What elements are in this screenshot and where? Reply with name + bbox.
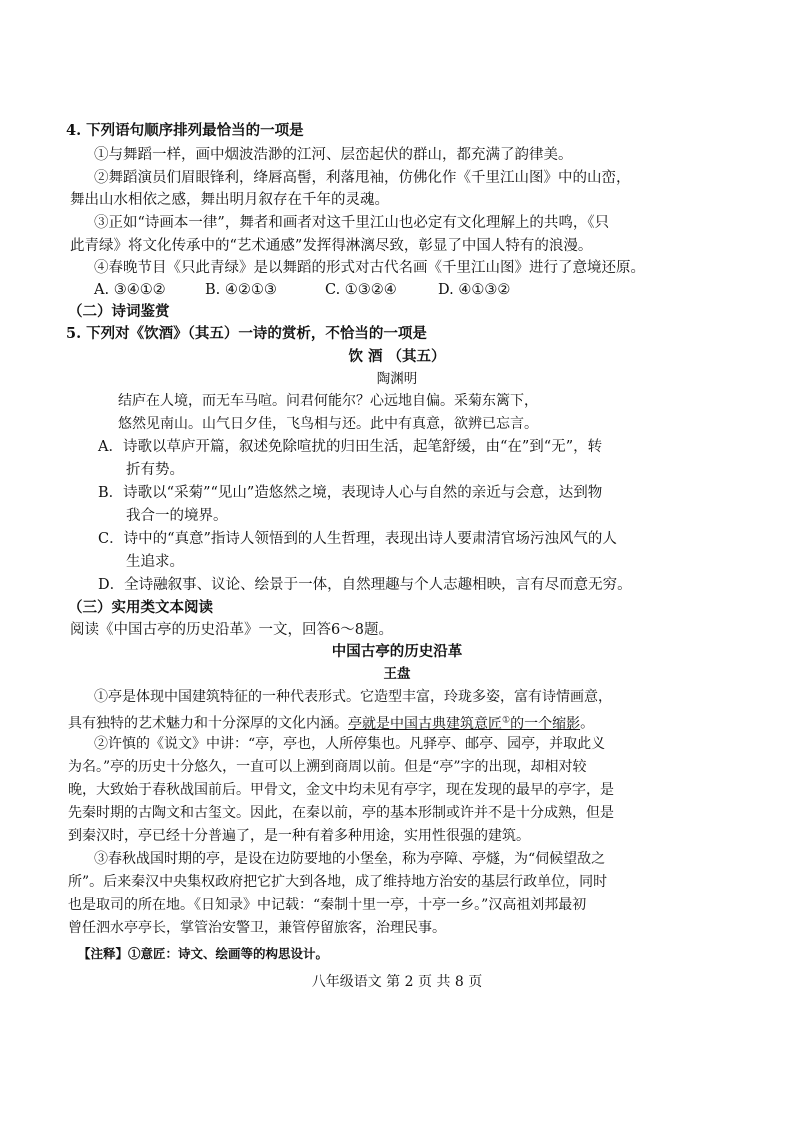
article-title: 中国古亭的历史沿革 <box>331 643 463 660</box>
section-2-heading: （二）诗词鉴赏 <box>68 303 170 320</box>
article-p2-line5: 到秦汉时，亭已经十分普遍了，是一种有着多种用途，实用性很强的建筑。 <box>68 828 530 844</box>
q4-sentence-2b: 舞出山水相依之感，舞出明月叙存在千年的灵魂。 <box>70 192 389 208</box>
article-p1-text: 具有独特的艺术魅力和十分深厚的文化内涵。 <box>68 715 348 732</box>
q4-sentence-3b: 此青绿》将文化传承中的“艺术通感”发挥得淋漓尽致，彰显了中国人特有的浪漫。 <box>70 238 593 254</box>
footnote: 【注释】①意匠：诗文、绘画等的构思设计。 <box>78 946 329 961</box>
q4-option-b: B. ④②①③ <box>205 282 277 298</box>
q4-sentence-4: ④春晚节目《只此青绿》是以舞蹈的形式对古代名画《千里江山图》进行了意境还原。 <box>94 260 645 276</box>
footnote-marker: ① <box>502 715 511 725</box>
q4-sentence-1: ①与舞蹈一样，画中烟波浩渺的江河、层峦起伏的群山，都充满了韵律美。 <box>94 147 573 163</box>
q5-option-b-line2: 我合一的境界。 <box>126 508 228 524</box>
underlined-sentence: 亭就是中国古典建筑意匠①的一个缩影 <box>348 715 581 732</box>
q5-option-c-line1: C．诗中的“真意”指诗人领悟到的人生哲理，表现出诗人要肃清官场污浊风气的人 <box>98 531 617 547</box>
article-p3-line2: 所”。后来秦汉中央集权政府把它扩大到各地，成了维持地方治安的基层行政单位，同时 <box>68 874 608 890</box>
article-p3-line3: 也是取司的所在地。《日知录》中记载：“秦制十里一亭，十亭一乡。”汉高祖刘邦最初 <box>68 897 587 913</box>
q5-option-a-line1: A．诗歌以草庐开篇，叙述免除喧扰的归田生活，起笔舒缓，由“在”到“无”，转 <box>98 439 603 455</box>
q4-option-c: C. ①③②④ <box>325 282 397 298</box>
q4-sentence-3a: ③正如“诗画本一律”，舞者和画者对这千里江山也必定有文化理解上的共鸣，《只 <box>94 215 610 231</box>
page-footer: 八年级语文 第 2 页 共 8 页 <box>311 974 483 990</box>
section-3-heading: （三）实用类文本阅读 <box>68 599 213 616</box>
article-author: 王盘 <box>383 666 411 682</box>
q5-option-a-line2: 折有势。 <box>126 462 184 478</box>
q4-title: 4. 下列语句顺序排列最恰当的一项是 <box>66 122 304 139</box>
article-p3-line1: ③春秋战国时期的亭，是设在边防要地的小堡垒，称为亭障、亭燧，为“伺候望敌之 <box>94 851 606 867</box>
article-p2-line3: 晚，大致始于春秋战国前后。甲骨文，金文中均未见有亭字，现在发现的最早的亭字，是 <box>68 782 614 798</box>
article-p3-line4: 曾任泗水亭亭长，掌管治安警卫，兼管停留旅客，治理民事。 <box>68 920 446 936</box>
poem-line-2: 悠然见南山。山气日夕佳，飞鸟相与还。此中有真意，欲辨已忘言。 <box>118 416 538 432</box>
article-p2-line1: ②许慎的《说文》中讲：“亭，亭也，人所停集也。凡驿亭、邮亭、园亭，并取此义 <box>94 736 606 752</box>
article-p2-line4: 先秦时期的古陶文和古玺文。因此，在秦以前，亭的基本形制或许并不是十分成熟，但是 <box>68 805 614 821</box>
reading-instruction: 阅读《中国古亭的历史沿革》一文，回答6～8题。 <box>70 622 393 638</box>
poem-title: 饮 酒 （其五） <box>348 348 446 365</box>
article-p2-line2: 为名。”亭的历史十分悠久，一直可以上溯到商周以前。但是“亭”字的出现，却相对较 <box>68 759 587 775</box>
q5-option-c-line2: 生追求。 <box>126 554 184 570</box>
q4-option-a: A. ③④①② <box>94 282 166 298</box>
q5-option-d-line1: D．全诗融叙事、议论、绘景于一体，自然理趣与个人志趣相映，言有尽而意无穷。 <box>98 577 632 593</box>
q4-option-d: D. ④①③② <box>438 282 511 298</box>
poem-line-1: 结庐在人境，而无车马喧。问君何能尔？心远地自偏。采菊东篱下， <box>118 393 538 409</box>
q4-options <box>94 280 510 300</box>
article-p1-line2: 具有独特的艺术魅力和十分深厚的文化内涵。亭就是中国古典建筑意匠①的一个缩影。 <box>68 715 595 732</box>
article-p1-line1: ①亭是体现中国建筑特征的一种代表形式。它造型丰富，玲珑多姿，富有诗情画意， <box>94 689 612 705</box>
q5-title: 5. 下列对《饮酒》（其五）一诗的赏析，不恰当的一项是 <box>66 325 427 342</box>
poem-author: 陶渊明 <box>376 371 418 387</box>
q5-option-b-line1: B．诗歌以“采菊”“见山”造悠然之境，表现诗人心与自然的亲近与会意，达到物 <box>98 485 603 501</box>
q4-sentence-2a: ②舞蹈演员们眉眼锋利，绛唇高髻，利落甩袖，仿佛化作《千里江山图》中的山峦， <box>94 170 631 186</box>
